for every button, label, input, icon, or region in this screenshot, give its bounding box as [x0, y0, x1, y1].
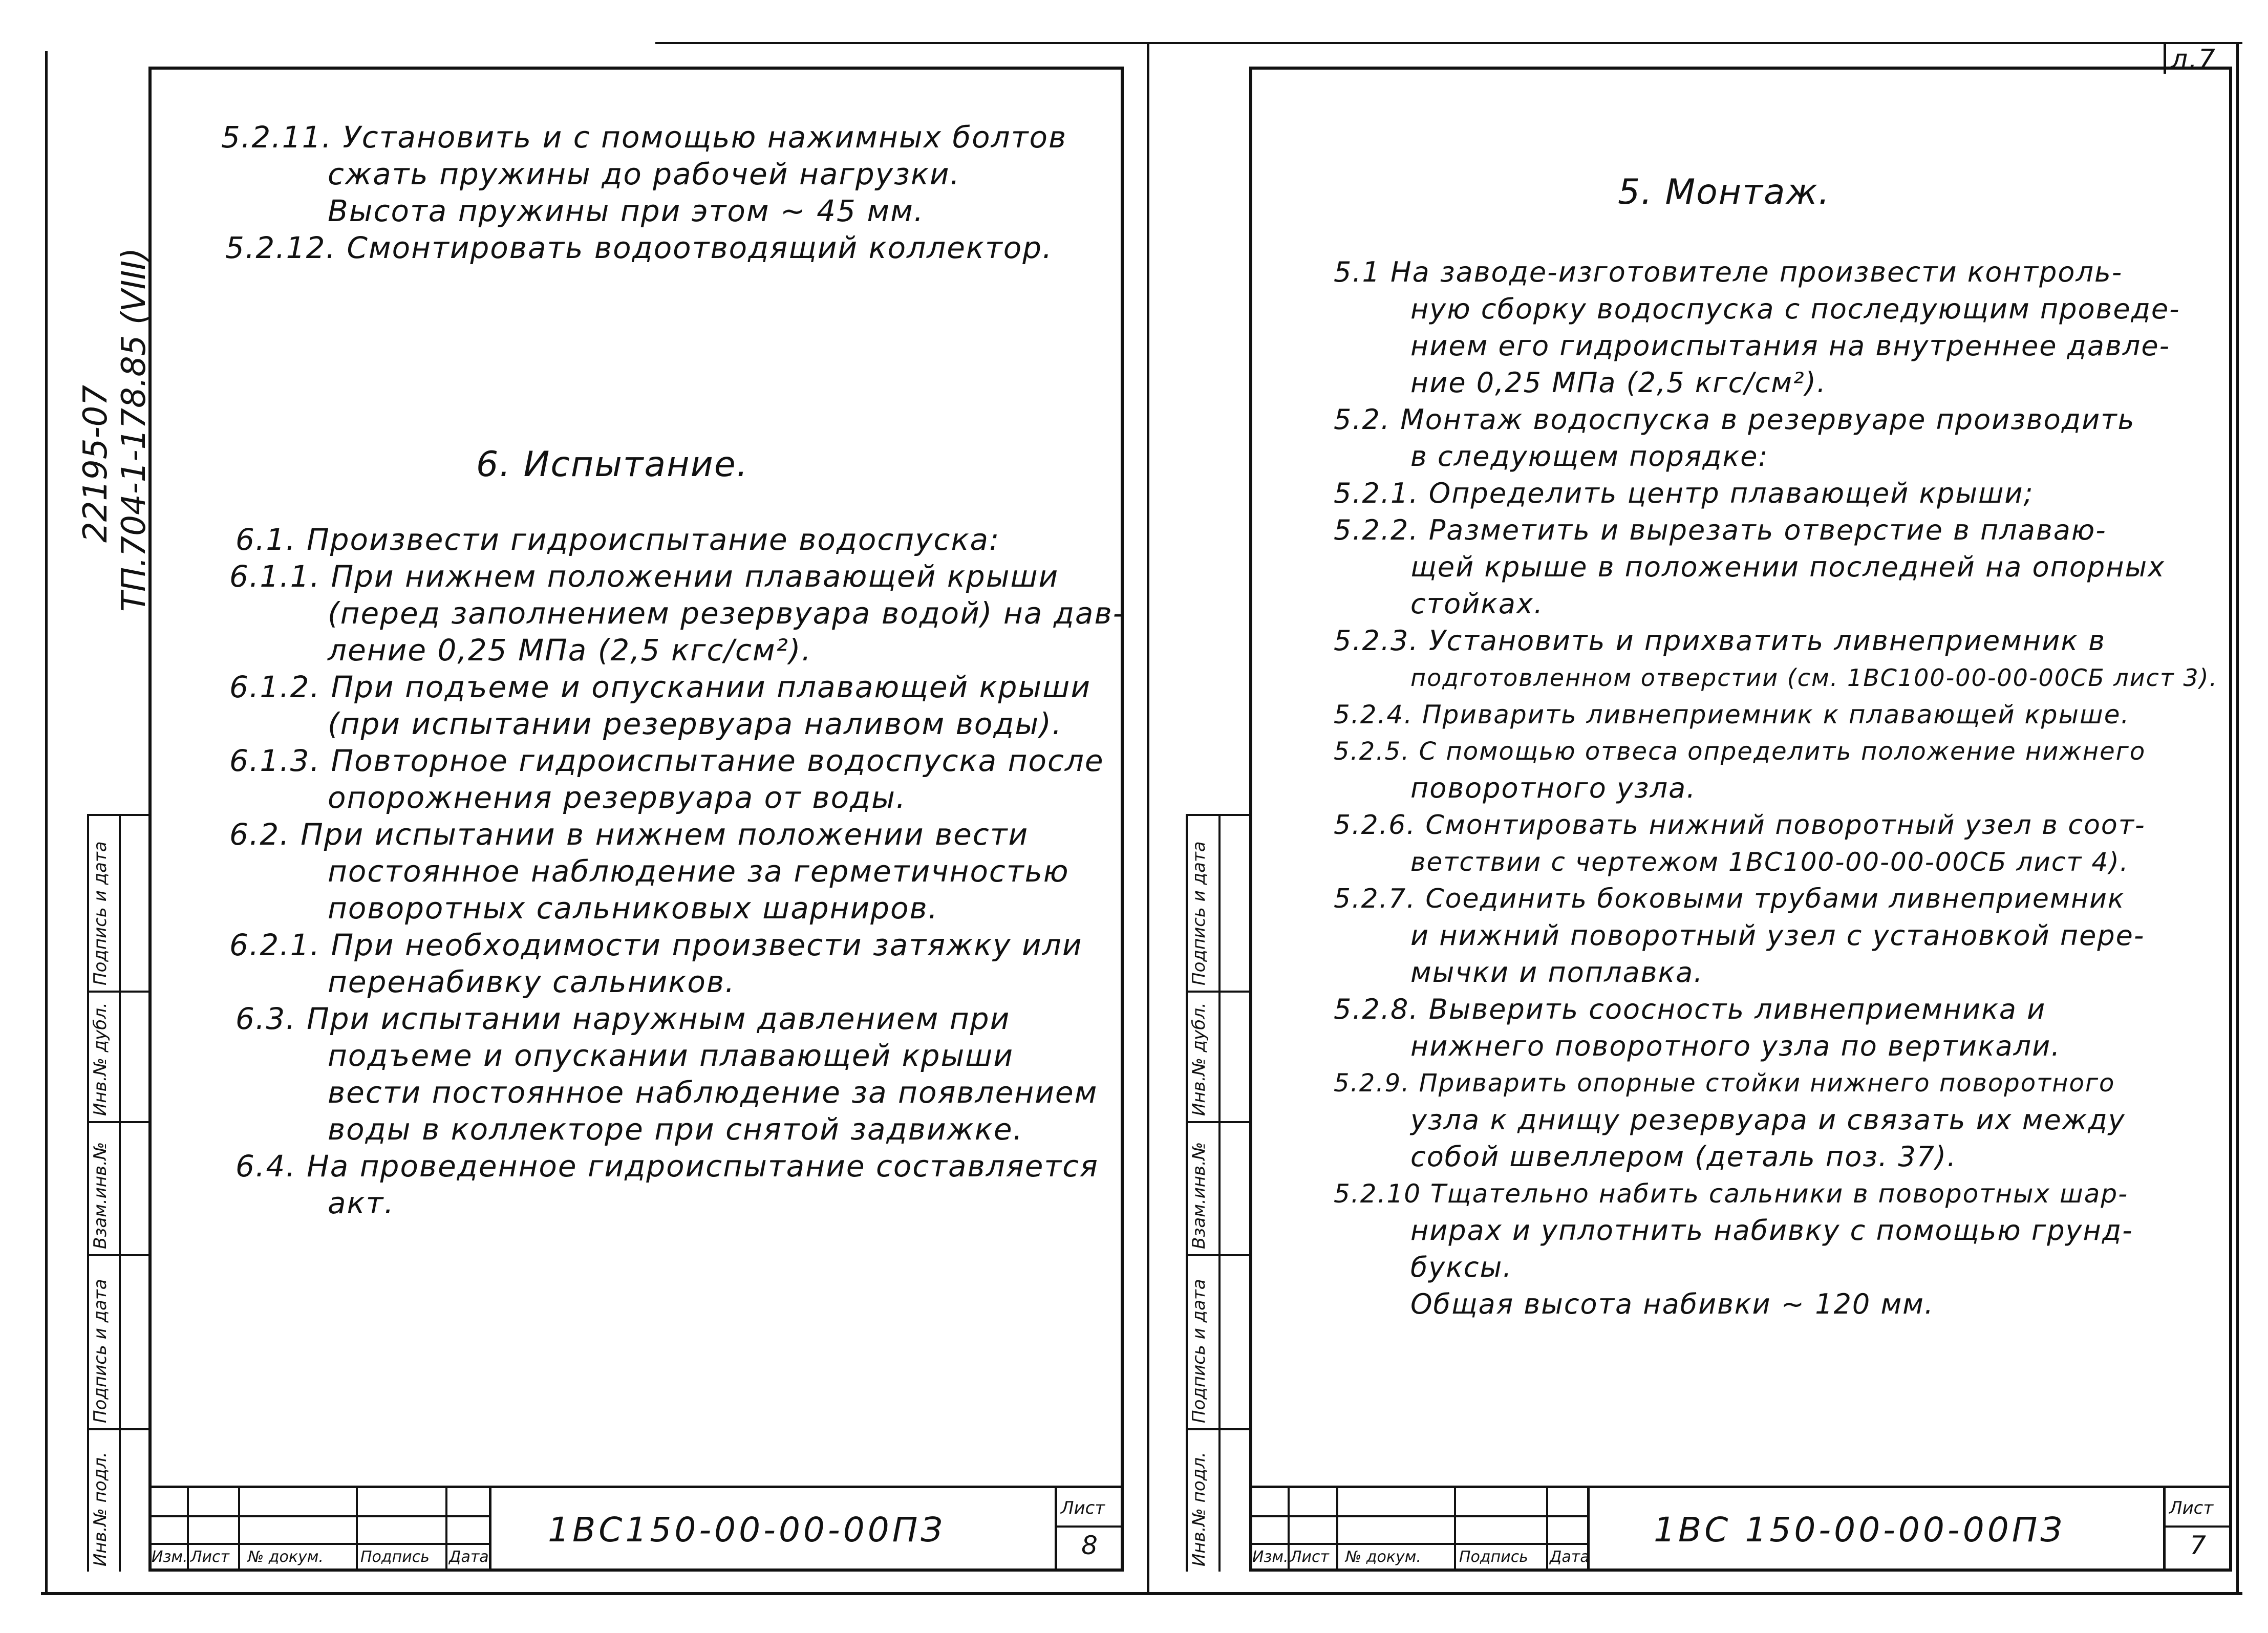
left-intro-line: 5.2.11. Установить и с помощью нажимных болтов	[221, 120, 1067, 155]
right-line: стойках.	[1410, 588, 1544, 620]
right-line: 5.2. Монтаж водоспуска в резервуаре производить	[1334, 403, 2135, 436]
left-tb-izm: Изм.	[152, 1548, 188, 1566]
right-line: ние 0,25 МПа (2,5 кгс/см²).	[1410, 367, 1827, 399]
left-line: 6.1. Произвести гидроиспытание водоспуска:	[236, 522, 1000, 557]
right-line: 5.2.7. Соединить боковыми трубами ливнеприемник	[1334, 884, 2125, 914]
right-tb-data: Дата	[1550, 1548, 1590, 1566]
right-tb-doc: № докум.	[1345, 1548, 1421, 1566]
corner-label: л.7	[2171, 44, 2216, 75]
right-line: 5.2.3. Установить и прихватить ливнеприемник в	[1334, 625, 2106, 657]
right-sheet-number: 7	[2190, 1531, 2206, 1560]
right-line: и нижний поворотный узел с установкой пере-	[1410, 919, 2145, 952]
right-stamp-vline-1	[1186, 814, 1188, 1572]
left-stamp-hline-2	[87, 991, 148, 993]
right-stamp-hline-5	[1186, 1428, 1249, 1430]
left-sheet-number: 8	[1081, 1531, 1098, 1560]
left-line: (при испытании резервуара наливом воды).	[328, 706, 1063, 741]
left-sheet-label: Лист	[1061, 1498, 1105, 1518]
left-stamp-vline-1	[87, 814, 89, 1572]
right-stamp-inv-dubl: Инв.№ дубл.	[1189, 1002, 1209, 1116]
left-line: перенабивку сальников.	[328, 964, 736, 999]
right-line: подготовленном отверстии (см. 1ВС100-00-00-00СБ лист 3).	[1410, 664, 2218, 692]
right-tb-podpis: Подпись	[1459, 1548, 1528, 1566]
outer-left-line	[45, 51, 48, 1595]
left-stamp-vline-2	[119, 814, 121, 1572]
right-line: в следующем порядке:	[1410, 440, 1769, 472]
left-line: воды в коллекторе при снятой задвижке.	[328, 1112, 1023, 1147]
center-divider	[1147, 43, 1149, 1594]
left-stamp-hline-3	[87, 1121, 148, 1123]
right-line: Общая высота набивки ~ 120 мм.	[1410, 1288, 1935, 1320]
right-line: нижнего поворотного узла по вертикали.	[1410, 1030, 2061, 1062]
left-line: 6.1.1. При нижнем положении плавающей крыши	[229, 559, 1059, 594]
left-line: (перед заполнением резервуара водой) на дав-	[328, 596, 1125, 631]
left-stamp-hline-4	[87, 1254, 148, 1256]
outer-bottom-line	[41, 1592, 2242, 1595]
right-line: нирах и уплотнить набивку с помощью грунд-	[1410, 1214, 2133, 1247]
left-line: постоянное наблюдение за герметичностью	[328, 854, 1069, 889]
right-stamp-podpis-1: Подпись и дата	[1189, 1279, 1209, 1423]
right-stamp-hline-2	[1186, 991, 1249, 993]
left-line: 6.4. На проведенное гидроиспытание составляется	[236, 1149, 1099, 1184]
right-line: 5.2.6. Смонтировать нижний поворотный узел в соот-	[1334, 810, 2146, 841]
right-stamp-podpis-2: Подпись и дата	[1189, 841, 1209, 985]
left-line: 6.1.3. Повторное гидроиспытание водоспуска после	[229, 743, 1104, 778]
left-line: 6.2.1. При необходимости произвести затяжку или	[229, 928, 1083, 962]
right-section-title: 5. Монтаж.	[1618, 172, 1831, 212]
right-sheet-label: Лист	[2169, 1498, 2214, 1518]
left-intro-line: сжать пружины до рабочей нагрузки.	[328, 157, 961, 191]
right-line: 5.2.4. Приварить ливнеприемник к плавающей крыше.	[1334, 700, 2130, 729]
right-line: 5.2.9. Приварить опорные стойки нижнего поворотного	[1334, 1069, 2115, 1098]
left-section-title: 6. Испытание.	[476, 444, 749, 485]
left-doc-code: 1ВС150-00-00-00ПЗ	[548, 1510, 946, 1550]
right-line: узла к днищу резервуара и связать их между	[1410, 1104, 2126, 1136]
right-line: буксы.	[1410, 1251, 1513, 1283]
right-stamp-vline-2	[1218, 814, 1221, 1572]
outer-top-line-right	[655, 42, 2242, 44]
right-stamp-hline-3	[1186, 1121, 1249, 1123]
left-line: акт.	[328, 1186, 395, 1220]
left-line: 6.2. При испытании в нижнем положении вести	[229, 817, 1029, 852]
right-stamp-hline-1	[1186, 814, 1249, 816]
left-tb-list: Лист	[190, 1548, 230, 1566]
outer-right-line	[2236, 43, 2239, 1594]
right-doc-code: 1ВС 150-00-00-00ПЗ	[1654, 1510, 2065, 1550]
left-tb-podpis: Подпись	[360, 1548, 430, 1566]
left-intro-line: 5.2.12. Смонтировать водоотводящий коллектор.	[225, 230, 1053, 265]
left-line: ление 0,25 МПа (2,5 кгс/см²).	[328, 633, 812, 668]
left-stamp-podpis-1: Подпись и дата	[90, 1279, 111, 1423]
right-line: собой швеллером (деталь поз. 37).	[1410, 1141, 1957, 1173]
right-line: 5.2.1. Определить центр плавающей крыши;	[1334, 477, 2034, 509]
left-line: подъеме и опускании плавающей крыши	[328, 1038, 1014, 1073]
right-line: поворотного узла.	[1410, 772, 1697, 804]
right-line: щей крыше в положении последней на опорных	[1410, 551, 2166, 583]
left-tb-doc: № докум.	[248, 1548, 324, 1566]
right-line: 5.1 На заводе-изготовителе произвести контроль-	[1334, 256, 2123, 288]
left-stamp-hline-1	[87, 814, 148, 816]
left-tb-data: Дата	[449, 1548, 489, 1566]
right-line: ную сборку водоспуска с последующим проведе-	[1410, 293, 2180, 325]
left-stamp-inv-dubl: Инв.№ дубл.	[90, 1002, 111, 1116]
right-line: мычки и поплавка.	[1410, 956, 1704, 989]
left-stamp-hline-5	[87, 1428, 148, 1430]
left-line: 6.1.2. При подъеме и опускании плавающей крыши	[229, 670, 1092, 704]
left-line: опорожнения резервуара от воды.	[328, 780, 907, 815]
right-line: 5.2.5. С помощью отвеса определить положение нижнего	[1334, 737, 2146, 766]
left-stamp-podpis-2: Подпись и дата	[90, 841, 111, 985]
left-line: поворотных сальниковых шарниров.	[328, 891, 939, 926]
project-code: ТП.704-1-178.85 (VIII)	[115, 247, 153, 612]
right-line: нием его гидроиспытания на внутреннее давле-	[1410, 330, 2171, 362]
right-tb-izm: Изм.	[1252, 1548, 1289, 1566]
right-stamp-inv-podl: Инв.№ подл.	[1189, 1452, 1209, 1566]
right-line: 5.2.8. Выверить соосность ливнеприемника и	[1334, 993, 2046, 1025]
left-intro-line: Высота пружины при этом ~ 45 мм.	[328, 194, 925, 228]
left-stamp-inv-podl: Инв.№ подл.	[90, 1452, 111, 1566]
right-line: ветствии с чертежом 1ВС100-00-00-00СБ лист 4).	[1410, 847, 2129, 877]
left-line: 6.3. При испытании наружным давлением при	[236, 1001, 1011, 1036]
right-line: 5.2.10 Тщательно набить сальники в поворотных шар-	[1334, 1179, 2129, 1209]
left-stamp-vzam-inv: Взам.инв.№	[90, 1142, 111, 1249]
right-stamp-hline-4	[1186, 1254, 1249, 1256]
right-line: 5.2.2. Разметить и вырезать отверстие в плаваю-	[1334, 514, 2107, 546]
right-tb-list: Лист	[1290, 1548, 1330, 1566]
inv-number: 22195-07	[77, 384, 115, 543]
left-line: вести постоянное наблюдение за появлением	[328, 1075, 1098, 1110]
right-stamp-vzam-inv: Взам.инв.№	[1189, 1142, 1209, 1249]
